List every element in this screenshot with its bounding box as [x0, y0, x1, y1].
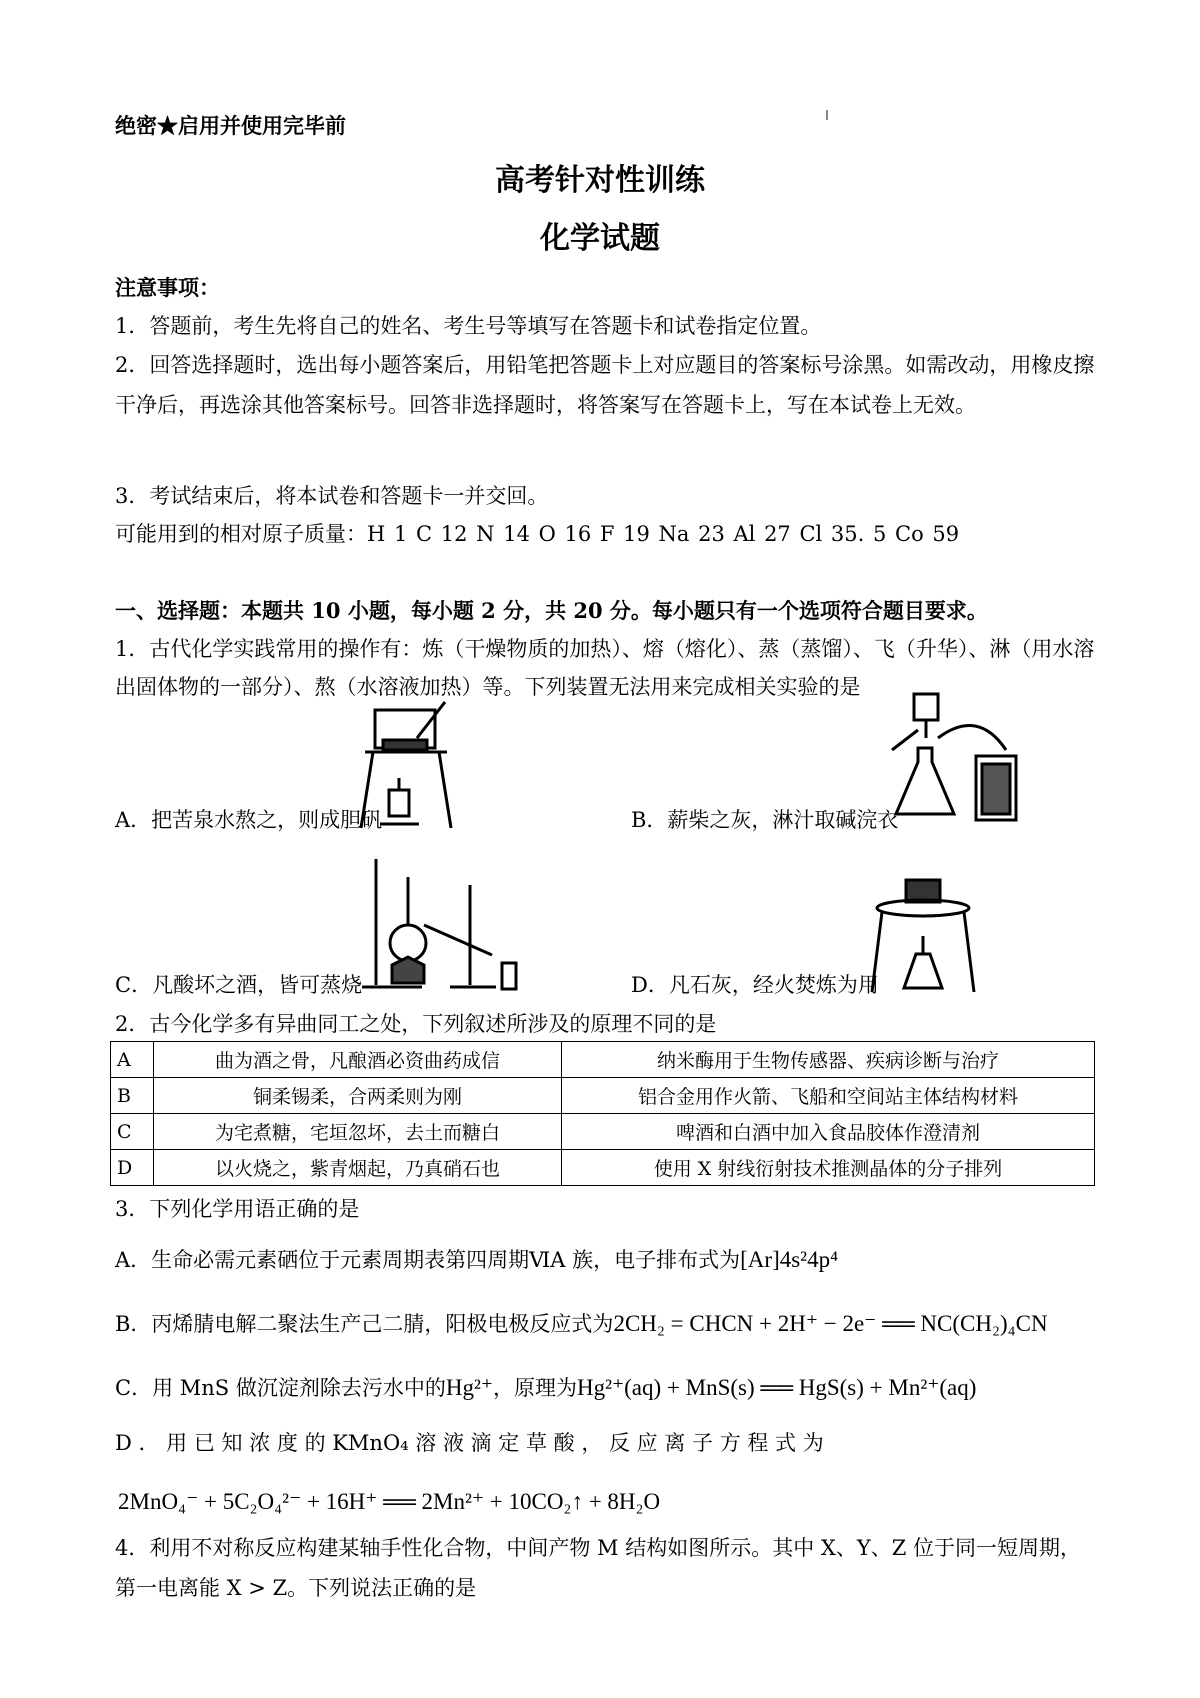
- row-modern: 纳米酶用于生物传感器、疾病诊断与治疗: [562, 1042, 1095, 1078]
- notice-item-1: 1．答题前，考生先将自己的姓名、考生号等填写在答题卡和试卷指定位置。: [115, 314, 822, 338]
- q4-stem: 4．利用不对称反应构建某轴手性化合物，中间产物 M 结构如图所示。其中 X、Y、Z 位于同一短周期，第一电离能 X > Z。下列说法正确的是: [115, 1536, 1081, 1600]
- row-key: C: [111, 1114, 154, 1150]
- q3-c-text2: ，原理为: [493, 1376, 577, 1400]
- row-key: B: [111, 1078, 154, 1114]
- row-key: A: [111, 1042, 154, 1078]
- row-modern: 铝合金用作火箭、飞船和空间站主体结构材料: [562, 1078, 1095, 1114]
- q3-b-formula: 2CH₂ = CHCN + 2H⁺ − 2e⁻ ══ NC(CH₂)₄CN: [613, 1311, 1048, 1336]
- q1-option-a: A．把苦泉水熬之，则成胆矾: [115, 808, 383, 832]
- q3-option-c: [115, 1368, 1100, 1408]
- q3-a-text: A．生命必需元素硒位于元素周期表第四周期ⅥA 族，电子排布式为: [115, 1248, 741, 1272]
- section-heading: 一、选择题：本题共 10 小题，每小题 2 分，共 20 分。每小题只有一个选项符合题目要求。: [115, 598, 988, 623]
- table-row: [111, 1042, 1095, 1078]
- secret-label: 绝密★启用并使用完毕前: [115, 113, 346, 138]
- q1-option-d: D．凡石灰，经火焚炼为用: [631, 973, 879, 997]
- table-row: [111, 1150, 1095, 1186]
- q3-option-d: D ． 用 已 知 浓 度 的 KMnO₄ 溶 液 滴 定 草 酸 ， 反 应 离 子 方 程 式 为: [115, 1431, 824, 1455]
- calcination-apparatus-figure: [868, 870, 978, 995]
- q3-option-b: [115, 1304, 1100, 1344]
- q3-stem: 3．下列化学用语正确的是: [115, 1197, 360, 1221]
- notice-heading: 注意事项：: [115, 275, 220, 300]
- q1-stem: 1．古代化学实践常用的操作有：炼（干燥物质的加热）、熔（熔化）、蒸（蒸馏）、飞（升华）、淋（用水溶出固体物的一部分）、熬（水溶液加热）等。下列装置无法用来完成相关实验的是: [115, 637, 1095, 699]
- row-modern: 使用 X 射线衍射技术推测晶体的分子排列: [562, 1150, 1095, 1186]
- exam-subtitle: 化学试题: [540, 221, 660, 256]
- atomic-masses: 可能用到的相对原子质量：H 1 C 12 N 14 O 16 F 19 Na 23 Al 27 Cl 35. 5 Co 59: [115, 522, 960, 546]
- q3-option-a: [115, 1240, 1100, 1280]
- q1-option-b: B．薪柴之灰，淋汁取碱浣衣: [631, 808, 899, 832]
- q3-c-formula: Hg²⁺(aq) + MnS(s) ══ HgS(s) + Mn²⁺(aq): [577, 1375, 977, 1400]
- q3-a-formula: [Ar]4s²4p⁴: [740, 1247, 839, 1272]
- q1-option-c: C．凡酸坏之酒，皆可蒸烧: [115, 973, 363, 997]
- exam-title: 高考针对性训练: [495, 163, 705, 198]
- row-ancient: 以火烧之，紫青烟起，乃真硝石也: [154, 1150, 562, 1186]
- row-ancient: 为宅煮糖，宅垣忽坏，去土而糖白: [154, 1114, 562, 1150]
- q3-b-text: B．丙烯腈电解二聚法生产己二腈，阳极电极反应式为: [115, 1312, 614, 1336]
- q2-stem: 2．古今化学多有异曲同工之处，下列叙述所涉及的原理不同的是: [115, 1012, 717, 1036]
- q3-c-ion: Hg²⁺: [445, 1375, 493, 1400]
- q3-d-formula: 2MnO₄⁻ + 5C₂O₄²⁻ + 16H⁺ ══ 2Mn²⁺ + 10CO₂↑ + 8H₂O: [118, 1489, 661, 1514]
- notice-item-2: 2．回答选择题时，选出每小题答案后，用铅笔把答题卡上对应题目的答案标号涂黑。如需改动，用橡皮擦干净后，再选涂其他答案标号。回答非选择题时，将答案写在答题卡上，写在本试卷上无效。: [115, 353, 1095, 417]
- distillation-apparatus-figure: [362, 855, 532, 995]
- notice-item-3: 3．考试结束后，将本试卷和答题卡一并交回。: [115, 484, 549, 508]
- q2-options-table: [110, 1041, 1095, 1186]
- table-row: [111, 1078, 1095, 1114]
- q3-c-text1: C．用 MnS 做沉淀剂除去污水中的: [115, 1376, 446, 1400]
- table-row: [111, 1114, 1095, 1150]
- filtration-apparatus-figure: [878, 690, 1018, 825]
- row-ancient: 铜柔锡柔，合两柔则为刚: [154, 1078, 562, 1114]
- row-key: D: [111, 1150, 154, 1186]
- row-modern: 啤酒和白酒中加入食品胶体作澄清剂: [562, 1114, 1095, 1150]
- row-ancient: 曲为酒之骨，凡酿酒必资曲药成信: [154, 1042, 562, 1078]
